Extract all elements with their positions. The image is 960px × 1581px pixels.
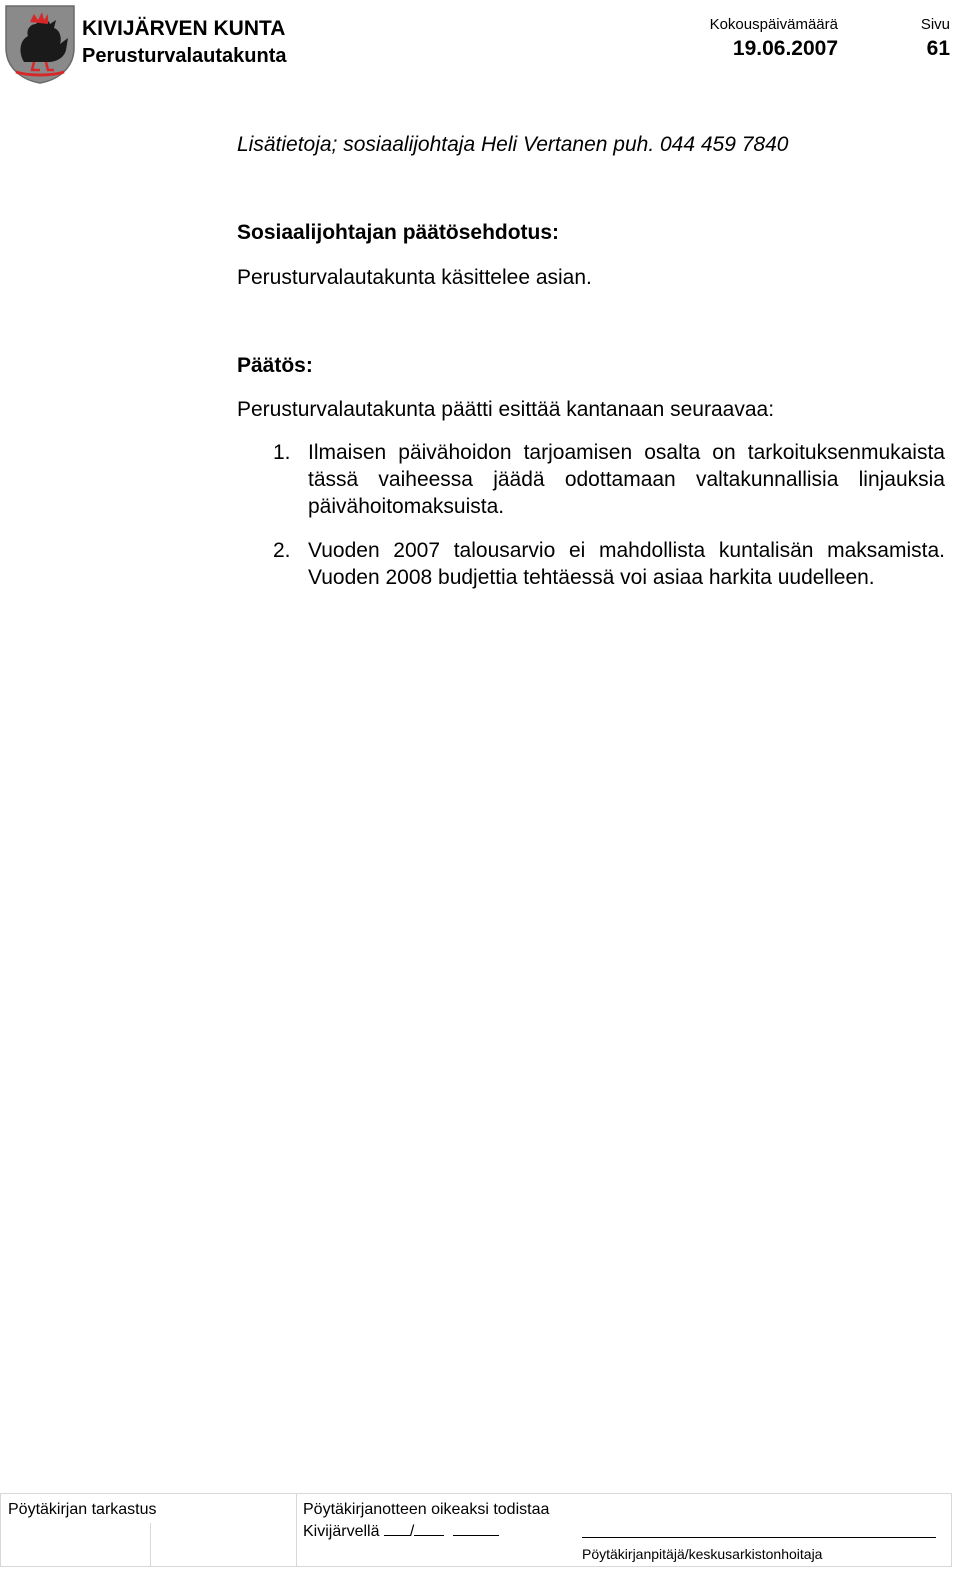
footer [0,1493,952,1567]
signer-title: Pöytäkirjanpitäjä/keskusarkistonhoitaja [582,1546,823,1562]
review-label: Pöytäkirjan tarkastus [8,1501,157,1518]
info-line: Lisätietoja; sosiaalijohtaja Heli Vertanen puh. 044 459 7840 [237,133,789,156]
place-prefix: Kivijärvellä [303,1523,380,1540]
department-name: Perusturvalautakunta [82,45,287,67]
month-blank [414,1521,444,1536]
certify-label: Pöytäkirjanotteen oikeaksi todistaa [303,1501,550,1518]
proposal-heading: Sosiaalijohtajan päätösehdotus: [237,221,560,244]
meeting-date-value: 19.06.2007 [732,37,838,60]
page-label: Sivu [920,16,950,33]
place-date-line [303,1521,499,1542]
decision-text: Perusturvalautakunta päätti esittää kantanaan seuraavaa: [237,398,775,421]
review-initials-box [0,1523,151,1567]
decision-item-number: 2. [273,539,291,562]
meeting-date-label: Kokouspäivämäärä [709,16,838,33]
date-separator: / [409,1523,415,1540]
day-blank [384,1521,410,1536]
page-number: 61 [926,37,950,60]
decision-item-text: Vuoden 2007 talousarvio ei mahdollista kuntalisän maksamista. Vuoden 2008 budjettia tehtäessä voi asiaa harkita uudelleen. [308,539,945,589]
decision-heading: Päätös: [237,354,313,377]
year-blank [453,1521,499,1536]
decision-item [237,537,945,591]
proposal-text: Perusturvalautakunta käsittelee asian. [237,266,592,289]
decision-item [237,439,945,520]
rooster-coat-of-arms-icon [4,4,76,84]
organization-name: KIVIJÄRVEN KUNTA [82,17,286,40]
decision-item-number: 1. [273,441,291,464]
signature-line [582,1537,936,1538]
decision-item-text: Ilmaisen päivähoidon tarjoamisen osalta on tarkoituksenmukaista tässä vaiheessa jäädä odottamaan valtakunnallisia linjauksia päivähoitomaksuista. [308,441,945,518]
